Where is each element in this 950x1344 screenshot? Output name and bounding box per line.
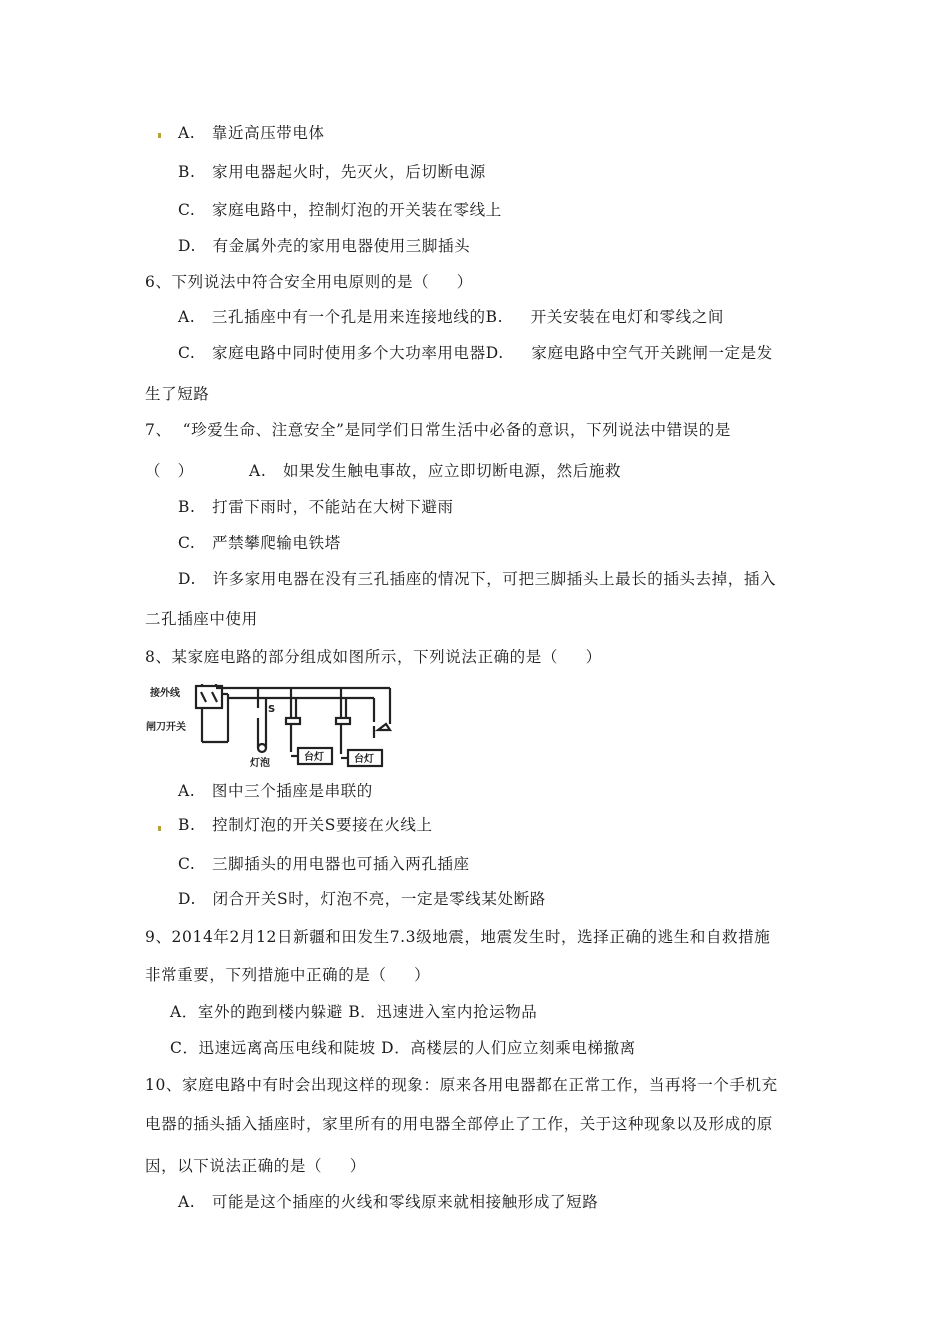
q7-option-a: （ ） A. 如果发生触电事故，应立即切断电源，然后施救 [145,462,622,480]
q8-stem: 8、某家庭电路的部分组成如图所示，下列说法正确的是（ ） [145,648,602,666]
q6-stem: 6、下列说法中符合安全用电原则的是（ ） [145,273,473,291]
q10-stem-cont: 电器的插头插入插座时，家里所有的用电器全部停止了工作，关于这种现象以及形成的原 [145,1115,773,1133]
label-bulb: 灯泡 [250,758,270,769]
q10-stem-cont-2: 因，以下说法正确的是（ ） [145,1157,366,1175]
label-desk-lamp-1: 台灯 [304,752,324,763]
q5-option-c: C. 家庭电路中，控制灯泡的开关装在零线上 [178,201,502,219]
q5-option-d: D. 有金属外壳的家用电器使用三脚插头 [178,237,471,255]
q8-option-a: A. 图中三个插座是串联的 [178,782,373,800]
circuit-diagram [146,684,400,774]
q9-stem: 9、2014年2月12日新疆和田发生7.3级地震，地震发生时，选择正确的逃生和自救措施 [145,928,771,946]
q6-options-cd: C. 家庭电路中同时使用多个大功率用电器D. 家庭电路中空气开关跳闸一定是发 [178,344,773,362]
q10-option-a: A. 可能是这个插座的火线和零线原来就相接触形成了短路 [178,1193,599,1211]
q6-options-cd-cont: 生了短路 [145,385,210,403]
q5-option-b: B. 家用电器起火时，先灭火，后切断电源 [178,163,486,181]
q8-option-d: D. 闭合开关S时，灯泡不亮，一定是零线某处断路 [178,890,546,908]
q7-stem: 7、 “珍爱生命、注意安全”是同学们日常生活中必备的意识，下列说法中错误的是 [145,421,731,439]
q7-option-c: C. 严禁攀爬输电铁塔 [178,534,341,552]
scan-speck [158,133,161,138]
q7-option-d: D. 许多家用电器在没有三孔插座的情况下，可把三脚插头上最长的插头去掉，插入 [178,570,777,588]
q9-options-ab: A．室外的跑到楼内躲避 B．迅速进入室内抢运物品 [170,1003,538,1021]
q10-stem: 10、家庭电路中有时会出现这样的现象：原来各用电器都在正常工作，当再将一个手机充 [145,1076,778,1094]
q7-option-b: B. 打雷下雨时，不能站在大树下避雨 [178,498,454,516]
label-desk-lamp-2: 台灯 [354,754,374,765]
q9-stem-cont: 非常重要，下列措施中正确的是（ ） [145,966,431,984]
q8-option-c: C. 三脚插头的用电器也可插入两孔插座 [178,855,470,873]
label-knife-switch: 闸刀开关 [146,722,186,733]
q9-options-cd: C．迅速远离高压电线和陡坡 D．高楼层的人们应立刻乘电梯撤离 [170,1039,636,1057]
label-switch-s: S [268,704,276,715]
q8-option-b: B. 控制灯泡的开关S要接在火线上 [178,816,433,834]
q6-options-ab: A. 三孔插座中有一个孔是用来连接地线的B. 开关安装在电灯和零线之间 [178,308,724,326]
scan-speck [158,826,161,831]
label-incoming-line: 接外线 [150,688,180,699]
q7-option-d-cont: 二孔插座中使用 [145,610,258,628]
q5-option-a: A. 靠近高压带电体 [178,124,325,142]
